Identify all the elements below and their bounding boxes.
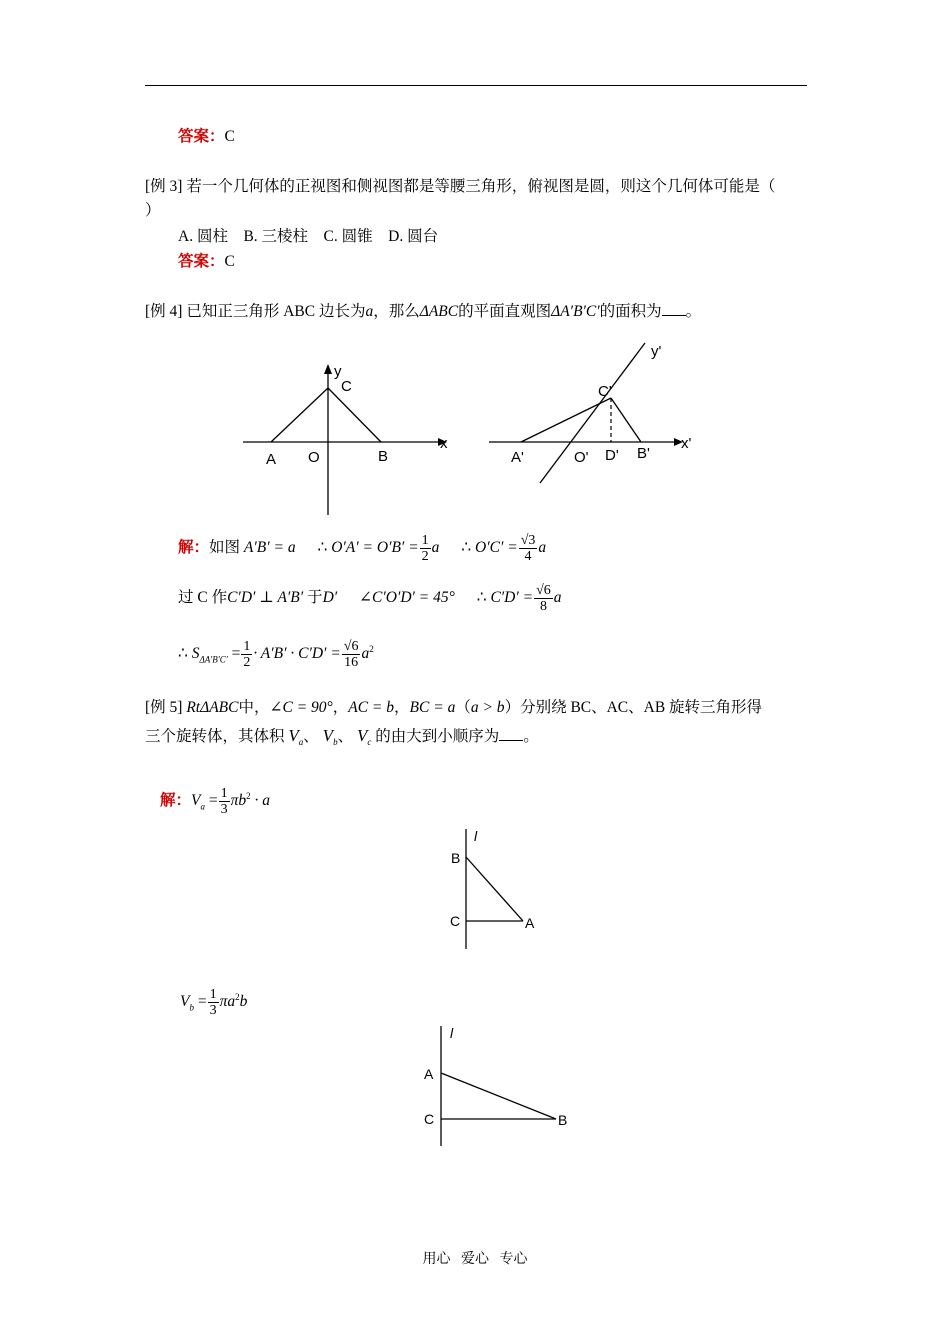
label-a: A	[266, 451, 277, 468]
q-text: 。	[685, 303, 702, 320]
numerator: 1	[209, 987, 217, 1003]
hypotenuse	[441, 1073, 556, 1119]
sol-var: a	[538, 539, 547, 556]
sol-var: a	[431, 539, 440, 556]
label-a: A	[525, 915, 535, 931]
label-a: A	[424, 1066, 434, 1082]
solution-label: 解：	[160, 792, 192, 810]
sol-math: · A′B′ · C′D′ =	[253, 645, 341, 663]
sol-math: S	[191, 645, 200, 663]
numerator: √6	[536, 582, 551, 598]
numerator: 1	[243, 639, 251, 655]
sol-superscript: 2	[235, 992, 240, 1002]
solution-label: 解：	[178, 539, 210, 556]
example3-options: A. 圆柱 B. 三棱柱 C. 圆锥 D. 圆台	[178, 228, 439, 245]
fraction	[534, 583, 553, 614]
label-c: C	[450, 913, 461, 929]
sol-math: · a	[254, 792, 270, 810]
example4-solution-line3	[178, 627, 374, 671]
sol-math: =	[208, 792, 218, 810]
q-subscript: c	[367, 737, 372, 748]
denominator: 4	[524, 548, 532, 564]
denominator: 2	[243, 655, 251, 671]
label-c: C	[424, 1111, 435, 1127]
figure-rotation-bc	[445, 825, 555, 955]
denominator: 16	[344, 655, 359, 671]
q-math: RtΔABC	[186, 699, 239, 716]
q-math: a > b	[470, 699, 505, 716]
label-o: O'	[574, 449, 589, 466]
sol-math: D′	[322, 589, 338, 606]
q-math: BC = a	[409, 699, 456, 716]
y-axis-arrow	[324, 364, 332, 374]
example5-question-line2	[145, 726, 539, 756]
page-footer: 用心 爱心 专心	[422, 1252, 528, 1267]
side-cb	[611, 398, 641, 442]
q-subscript: b	[333, 737, 338, 748]
label-y: y	[334, 363, 342, 380]
sol-math: C′D′ =	[490, 589, 534, 606]
fraction	[208, 987, 219, 1018]
label-d: D'	[605, 447, 619, 464]
answer-label: 答案：	[178, 253, 225, 270]
example3-question-tail: ）	[145, 202, 161, 219]
sol-math: πb	[230, 792, 247, 810]
q-text: 、	[303, 728, 319, 745]
label-l: l	[474, 828, 478, 844]
q-math: V	[322, 726, 334, 745]
q-math: ΔABC	[419, 303, 459, 320]
fraction	[342, 639, 361, 670]
sol-text: 过 C 作	[178, 589, 228, 606]
numerator: √6	[343, 639, 359, 655]
q-text: 三个旋转体，其体积	[145, 728, 285, 745]
answer-value: C	[224, 253, 235, 270]
q-math: ΔA′B′C′	[551, 303, 600, 320]
numerator: 1	[220, 786, 228, 802]
sol-math: O′C′ =	[475, 539, 518, 556]
label-b: B	[451, 850, 461, 866]
denominator: 3	[209, 1003, 217, 1019]
example5-solution-va	[160, 774, 270, 818]
label-b: B	[558, 1112, 568, 1128]
sol-math: =	[197, 993, 207, 1011]
sol-math: b	[239, 993, 248, 1011]
label-x: x	[440, 435, 448, 452]
example4-question	[145, 301, 701, 322]
label-l: l	[450, 1025, 454, 1041]
sol-superscript: 2	[246, 791, 251, 801]
q-math: V	[288, 726, 299, 745]
therefore-symbol: ∴	[317, 539, 328, 556]
sol-math: V	[180, 993, 190, 1011]
answer-blank	[662, 301, 686, 316]
example5-question-line1	[145, 698, 762, 718]
hypotenuse	[466, 857, 523, 921]
label-x: x'	[681, 435, 692, 452]
sol-text: 于	[307, 589, 323, 606]
denominator: 8	[539, 598, 547, 614]
answer-label: 答案：	[178, 128, 225, 145]
sol-subscript: a	[200, 801, 205, 812]
q-subscript: a	[298, 737, 304, 748]
numerator: √3	[520, 532, 536, 548]
figure-oblique-triangle	[485, 338, 705, 488]
label-c: C'	[598, 383, 612, 400]
q-math: AC = b	[348, 699, 395, 716]
denominator: 3	[220, 802, 228, 818]
sol-var: a	[553, 589, 562, 606]
denominator: 2	[421, 548, 429, 564]
example3-question: [例 3] 若一个几何体的正视图和侧视图都是等腰三角形，俯视图是圆，则这个几何体可能是（	[145, 178, 776, 195]
numerator: 1	[421, 532, 429, 548]
q-text: ，	[332, 699, 349, 716]
sol-subscript: b	[189, 1002, 194, 1013]
y-axis	[540, 343, 645, 483]
therefore-symbol: ∴	[461, 539, 472, 556]
sol-text: 如图	[209, 539, 241, 556]
q-text: ，那么	[373, 303, 420, 320]
q-text: ）分别绕 BC、AC、AB 旋转三角形得	[504, 699, 763, 716]
q-text: 的由大到小顺序为	[375, 728, 500, 745]
fraction	[241, 639, 252, 670]
header-rule	[145, 85, 807, 86]
side-ac	[271, 388, 328, 442]
answer-blank	[499, 726, 523, 741]
label-b: B	[378, 448, 389, 465]
q-text: 。	[523, 728, 539, 745]
sol-math: O′A′ = O′B′ =	[331, 539, 419, 556]
q-text: 中，	[238, 699, 270, 716]
sol-math: πa	[219, 993, 236, 1011]
answer-value: C	[224, 128, 235, 145]
sol-var: a	[361, 645, 370, 663]
label-y: y'	[651, 343, 662, 360]
fraction	[519, 533, 538, 564]
sol-math: C′D′ ⊥ A′B′	[227, 589, 304, 606]
therefore-symbol: ∴	[476, 589, 487, 606]
q-text: [例 4] 已知正三角形 ABC 边长为	[145, 303, 366, 320]
label-a: A'	[511, 449, 524, 466]
label-b: B'	[637, 445, 650, 462]
sol-subscript: ΔA′B′C′	[199, 654, 228, 665]
side-cb	[328, 388, 381, 442]
label-c: C	[341, 378, 352, 395]
therefore-symbol: ∴	[178, 645, 188, 663]
example5-solution-vb	[180, 975, 247, 1019]
example3-answer	[178, 252, 235, 272]
figure-rotation-ac	[420, 1020, 580, 1150]
sol-math: ∠C′O′D′ = 45°	[359, 589, 455, 606]
q-math: V	[356, 726, 368, 745]
side-ac	[521, 398, 611, 442]
example4-solution-line1	[178, 526, 546, 570]
fraction	[219, 786, 230, 817]
q-text: 、	[337, 728, 354, 745]
sol-superscript: 2	[369, 644, 374, 654]
q-text: ，	[394, 699, 410, 716]
q-math: ∠C = 90°	[269, 699, 333, 716]
answer-line	[178, 127, 235, 147]
label-o: O	[308, 449, 320, 466]
fraction	[420, 533, 431, 564]
sol-math: =	[231, 645, 241, 663]
example4-solution-line2	[178, 576, 562, 620]
sol-math: A′B′ = a	[243, 539, 296, 556]
sol-math: V	[191, 792, 201, 810]
q-var: a	[365, 303, 374, 320]
figure-triangle-abc	[238, 360, 458, 520]
q-text: 的平面直观图	[458, 303, 552, 320]
q-text: [例 5]	[145, 699, 183, 716]
q-text: （	[455, 699, 471, 716]
q-text: 的面积为	[599, 303, 662, 320]
